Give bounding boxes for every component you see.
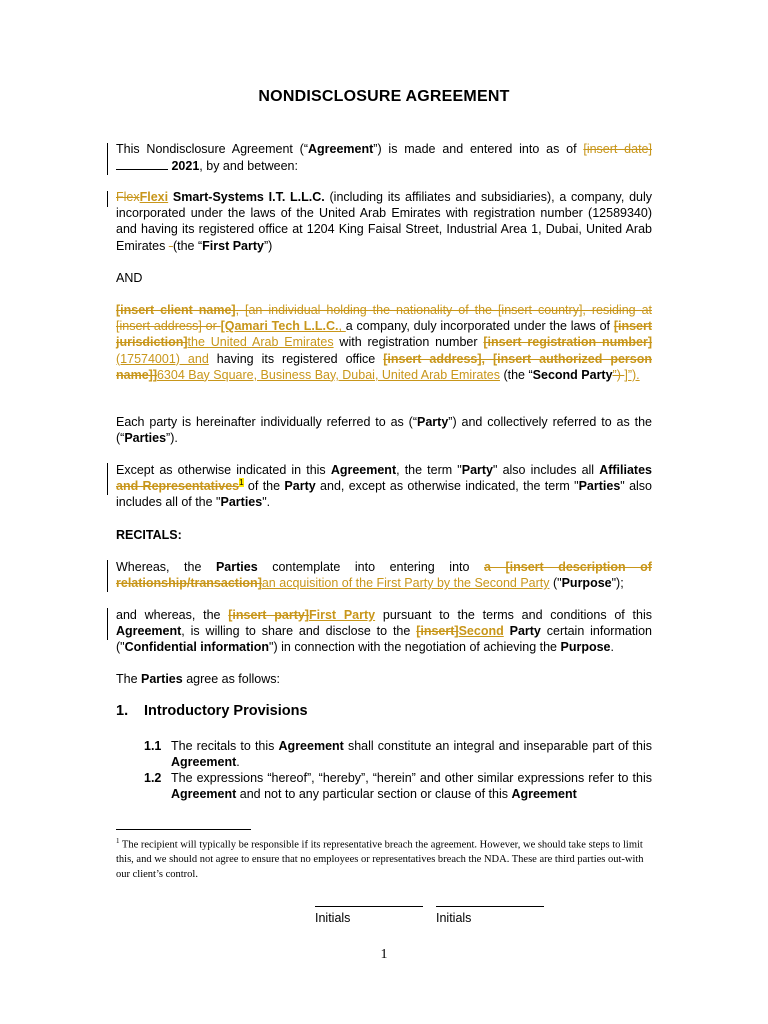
inserted-text: an acquisition of the First Party by the Second Party <box>261 576 550 591</box>
inserted-text: ]”). <box>624 367 640 382</box>
defined-term: Party <box>461 463 494 477</box>
text: Except as otherwise indicated in this <box>116 463 331 477</box>
defined-term: Parties <box>215 560 258 574</box>
text: contemplate into entering into <box>257 560 484 574</box>
inserted-text: Second <box>458 624 504 639</box>
agree-paragraph <box>116 671 652 687</box>
defined-term: Agreement <box>308 142 374 156</box>
text: with registration number <box>333 335 484 350</box>
date-blank <box>116 157 168 170</box>
text: (" <box>549 576 562 591</box>
deleted-text: [insert address], [insert authorized person name]] <box>116 351 652 382</box>
deleted-text: [insert] <box>416 624 459 639</box>
year: 2021 <box>171 159 200 174</box>
text: a company, duly incorporated under the laws of <box>345 319 614 334</box>
defined-term: Confidential information <box>124 640 270 655</box>
text: , is willing to share and disclose to the <box>181 624 417 639</box>
deleted-text: and Representatives <box>116 479 240 494</box>
defined-term: Party <box>503 624 541 639</box>
text: ”). <box>166 431 178 446</box>
defined-term: Parties <box>220 495 263 510</box>
parties-definition-paragraph <box>116 414 652 446</box>
defined-term: Agreement <box>171 755 237 770</box>
footnote-reference[interactable]: 1 <box>239 478 244 488</box>
clause-number: 1.1 <box>144 739 162 753</box>
deleted-text: ”) <box>612 367 625 382</box>
clause-number: 1.2 <box>144 771 162 785</box>
footnote-mark: 1 <box>116 837 120 845</box>
inserted-text: [Qamari Tech L.L.C. <box>220 319 339 334</box>
and-separator: AND <box>116 271 143 285</box>
text: (the “ <box>500 367 533 382</box>
change-bar <box>107 191 108 207</box>
deleted-text: [insert date] <box>583 142 652 156</box>
text: This Nondisclosure Agreement (“ <box>116 142 308 156</box>
defined-term: Parties <box>141 672 183 686</box>
text: " also includes all <box>493 463 600 477</box>
text: , by and between: <box>199 159 298 174</box>
text: ”) is made and entered into as of <box>373 142 584 156</box>
section-number: 1. <box>116 703 129 719</box>
text: and, except as otherwise indicated, the term " <box>315 479 579 494</box>
defined-term: Party <box>284 479 316 494</box>
text: Each party is hereinafter individually referred to as (“ <box>116 415 418 429</box>
text: (the “ <box>172 238 203 253</box>
initials-label: Initials <box>315 911 351 925</box>
defined-term: Affiliates <box>599 463 652 477</box>
text: (including its affiliates and subsidiaries), a company, duly incorporated under the laws of the United Arab Emirates with registration number (12589340) and having its registered office at 1204 King Faisal Street, Industrial Area 1, Dubai, United Arab Emirates <box>116 190 652 253</box>
initials-line <box>436 906 544 907</box>
defined-term: Second Party <box>532 367 613 382</box>
deleted-text: Flex <box>116 190 140 204</box>
text: and whereas, the <box>116 608 229 622</box>
section-title: Introductory Provisions <box>144 703 308 719</box>
text: Whereas, the <box>116 560 216 574</box>
initials-line <box>315 906 423 907</box>
text: . <box>236 755 240 770</box>
text: The recitals to this <box>171 739 279 753</box>
text: and not to any particular section or clause of this <box>236 787 512 802</box>
text: certain information (" <box>116 624 652 655</box>
text: , the term " <box>396 463 462 477</box>
company-name: Smart-Systems I.T. L.L.C. <box>168 190 325 204</box>
defined-term: First Party <box>202 238 264 253</box>
document-title: NONDISCLOSURE AGREEMENT <box>258 88 510 105</box>
footnote <box>116 834 652 882</box>
text: The expressions “hereof”, “hereby”, “herein” and other similar expressions refer to this <box>171 771 652 785</box>
text: shall constitute an integral and inseparable part of this <box>343 739 652 753</box>
inserted-text: 6304 Bay Square, Business Bay, Dubai, United Arab Emirates <box>156 367 500 382</box>
clause-item <box>144 738 652 770</box>
whereas-paragraph-2 <box>116 607 652 656</box>
text: ". <box>262 495 271 510</box>
defined-term: Agreement <box>116 624 182 639</box>
initials-label: Initials <box>436 911 472 925</box>
defined-term: Party <box>417 415 449 429</box>
first-party-paragraph <box>116 189 652 254</box>
text: " also includes all of the " <box>116 479 653 510</box>
defined-term: Agreement <box>278 739 344 753</box>
text: ") in connection with the negotiation of achieving the <box>269 640 561 655</box>
change-bar <box>107 143 108 175</box>
defined-term: Purpose <box>560 640 611 655</box>
text: ”) and collectively referred to as the (“ <box>116 415 652 446</box>
defined-term: Parties <box>124 431 167 446</box>
whereas-paragraph-1 <box>116 559 652 591</box>
inserted-text: , <box>338 319 346 334</box>
text: . <box>610 640 614 655</box>
clause-item <box>144 770 652 802</box>
defined-term: Parties <box>578 479 621 494</box>
inserted-text: the United Arab Emirates <box>187 335 334 350</box>
page-number: 1 <box>380 947 388 962</box>
text: pursuant to the terms and conditions of this <box>375 608 652 622</box>
text: The <box>116 672 142 686</box>
text: "); <box>611 576 624 591</box>
footnote-text: The recipient will typically be responsible if its representative breach the agreement. However, we should take steps to limit this, and we should not agree to ensure that no employees or representatives breach the NDA. These are third parties out-with our client’s control. <box>116 839 644 880</box>
intro-paragraph <box>116 141 652 174</box>
defined-term: Purpose <box>561 576 612 591</box>
deleted-text: - <box>168 238 173 253</box>
change-bar <box>107 463 108 495</box>
deleted-text: [insert registration number] <box>483 335 652 350</box>
inserted-text: Flexi <box>139 190 169 204</box>
change-bar <box>107 608 108 640</box>
deleted-text: a [insert description of relationship/transaction] <box>116 560 652 591</box>
text: having its registered office <box>208 351 384 366</box>
inserted-text: (17574001) and <box>116 351 209 366</box>
inserted-text: First Party <box>308 608 376 622</box>
defined-term: Agreement <box>171 787 237 802</box>
defined-term: Agreement <box>511 787 577 802</box>
section-heading <box>116 703 308 719</box>
deleted-text: [insert party] <box>228 608 309 622</box>
deleted-text: , [an individual holding the nationality of the [insert country], residing at [insert address] or <box>116 303 652 334</box>
recitals-heading: RECITALS: <box>116 528 182 542</box>
deleted-text: [insert client name] <box>116 303 236 317</box>
affiliates-paragraph <box>116 462 652 511</box>
defined-term: Agreement <box>330 463 397 477</box>
text: of the <box>243 479 285 494</box>
second-party-paragraph <box>116 302 652 383</box>
text: ”) <box>264 238 273 253</box>
text: agree as follows: <box>182 672 280 686</box>
change-bar <box>107 560 108 592</box>
footnote-separator <box>116 829 251 830</box>
deleted-text: [insert jurisdiction] <box>116 319 653 350</box>
